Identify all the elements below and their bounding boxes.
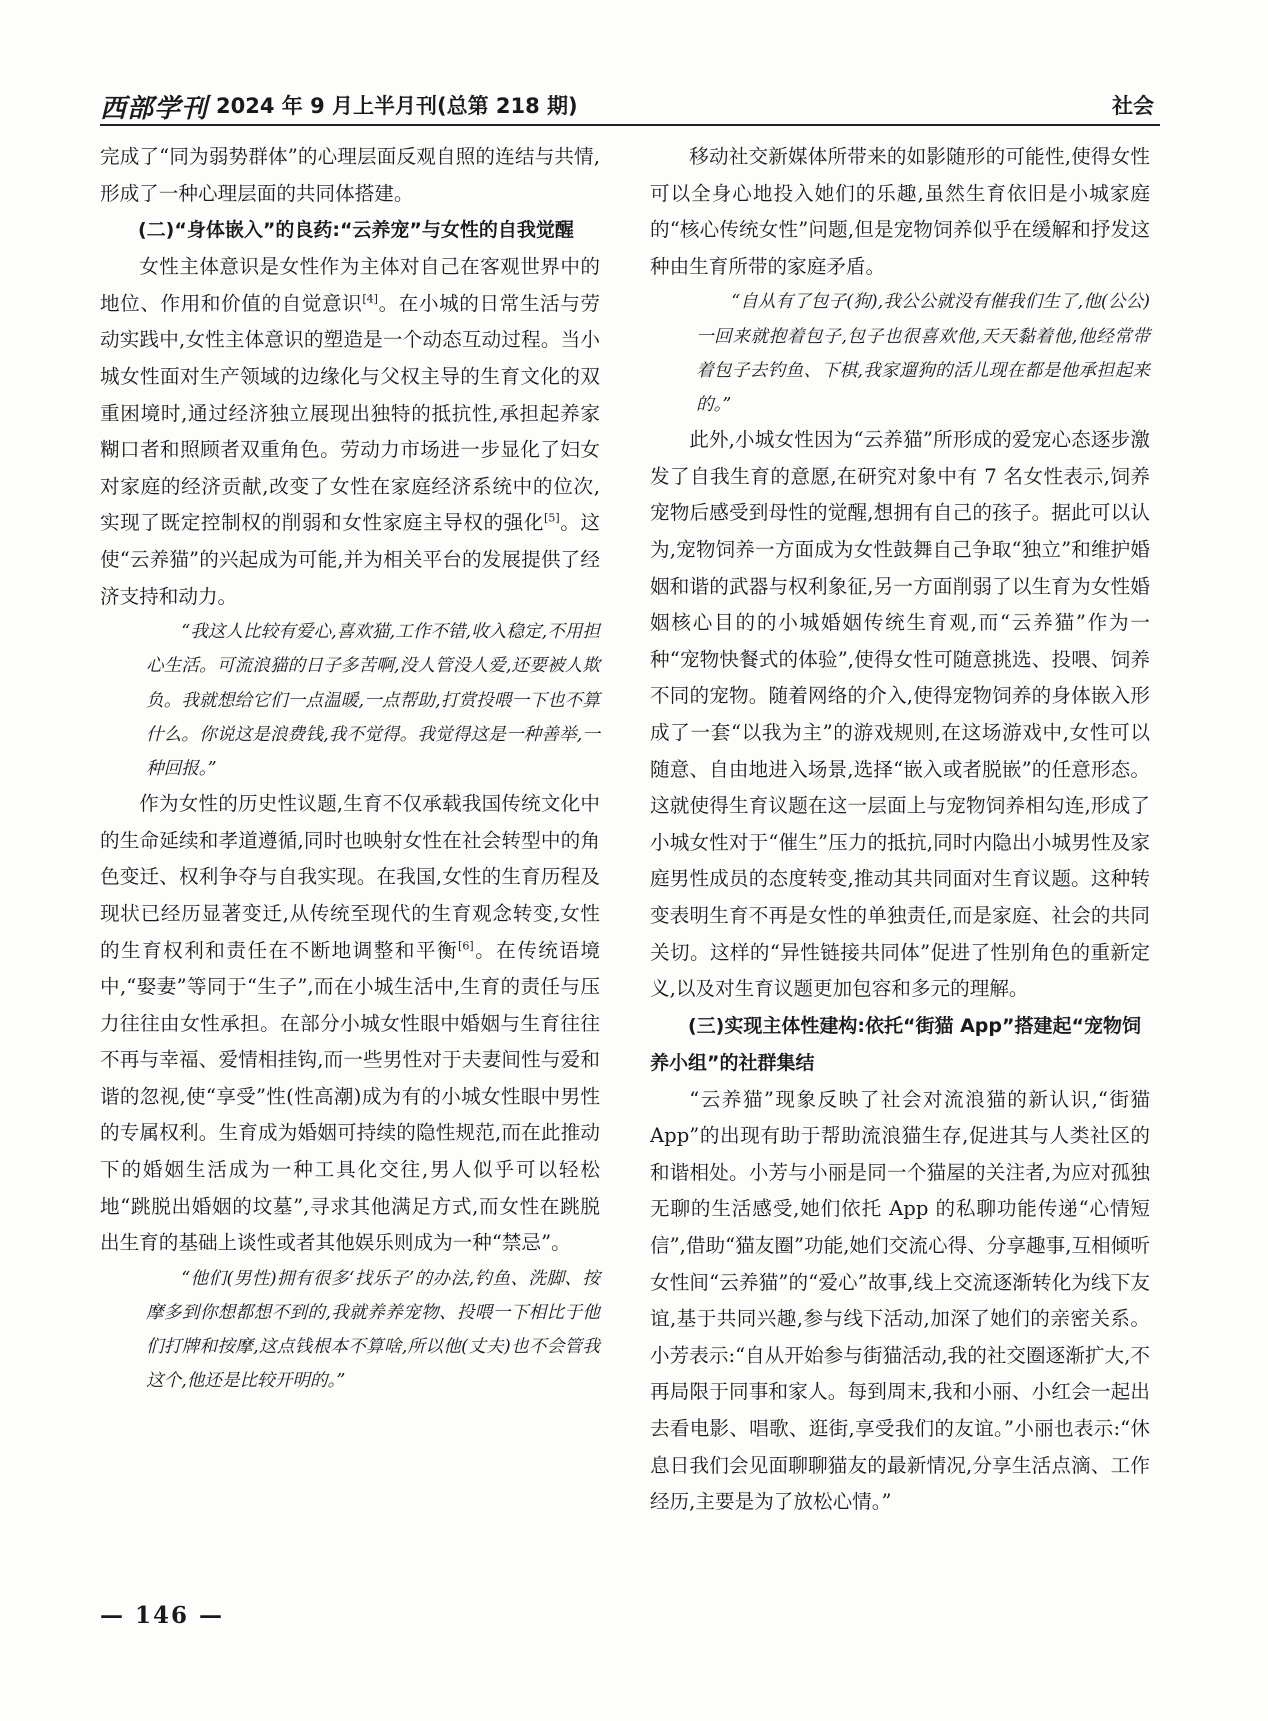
- left-column: [100, 139, 600, 1399]
- page-number: — 146 —: [100, 1602, 225, 1629]
- paragraph-text: 作为女性的历史性议题,生育不仅承载我国传统文化中的生命延续和孝道遵循,同时也映射女性在社会转型中的角色变迁、权利争夺与自我实现。在我国,女性的生育历程及现状已经历显著变迁,从传统至现代的生育观念转变,女性的生育权利和责任在不断地调整和平衡: [100, 792, 600, 962]
- citation-ref: [4]: [362, 292, 378, 306]
- citation-ref: [5]: [544, 511, 560, 525]
- interview-quote: “我这人比较有爱心,喜欢猫,工作不错,收入稳定,不用担心生活。可流浪猫的日子多苦啊,没人管没人爱,还要被人欺负。我就想给它们一点温暖,一点帮助,打赏投喂一下也不算什么。你说这是浪费钱,我不觉得。我觉得这是一种善举,一种回报。”: [146, 622, 600, 779]
- section-heading: (二)“身体嵌入”的良药:“云养宠”与女性的自我觉醒: [138, 219, 574, 242]
- paragraph-text: 。在小城的日常生活与劳动实践中,女性主体意识的塑造是一个动态互动过程。当小城女性面对生产领域的边缘化与父权主导的生育文化的双重困境时,通过经济独立展现出独特的抵抗性,承担起养家糊口者和照顾者双重角色。劳动力市场进一步显化了妇女对家庭的经济贡献,改变了女性在家庭经济系统中的位次,实现了既定控制权的削弱和女性家庭主导权的强化: [100, 291, 601, 535]
- paragraph: 此外,小城女性因为“云养猫”所形成的爱宠心态逐步激发了自我生育的意愿,在研究对象中有 7 名女性表示,饲养宠物后感受到母性的觉醒,想拥有自己的孩子。据此可以认为,宠物饲养一方面成为女性鼓舞自己争取“独立”和维护婚姻和谐的武器与权利象征,另一方面削弱了以生育为女性婚姻核心目的的小城婚姻传统生育观,而“云养猫”作为一种“宠物快餐式的体验”,使得女性可随意挑选、投喂、饲养不同的宠物。随着网络的介入,使得宠物饲养的身体嵌入形成了一套“以我为主”的游戏规则,在这场游戏中,女性可以随意、自由地进入场景,选择“嵌入或者脱嵌”的任意形态。这就使得生育议题在这一层面上与宠物饲养相勾连,形成了小城女性对于“催生”压力的抵抗,同时内隐出小城男性及家庭男性成员的态度转变,推动其共同面对生育议题。这种转变表明生育不再是女性的单独责任,而是家庭、社会的共同关切。这样的“异性链接共同体”促进了性别角色的重新定义,以及对生育议题更加包容和多元的理解。: [650, 428, 1150, 1001]
- journal-logo: 西部学刊: [100, 94, 209, 124]
- interview-quote: “自从有了包子(狗),我公公就没有催我们生了,他(公公)一回来就抱着包子,包子也很喜欢他,天天黏着他,他经常带着包子去钓鱼、下棋,我家遛狗的活儿现在都是他承担起来的。”: [696, 292, 1150, 415]
- section-name: 社会: [1112, 94, 1154, 118]
- paragraph: 移动社交新媒体所带来的如影随形的可能性,使得女性可以全身心地投入她们的乐趣,虽然生育依旧是小城家庭的“核心传统女性”问题,但是宠物饲养似乎在缓解和抒发这种由生育所带的家庭矛盾。: [650, 145, 1150, 278]
- page-header: [100, 84, 1160, 126]
- paragraph-text: 。在传统语境中,“娶妻”等同于“生子”,而在小城生活中,生育的责任与压力往往由女性承担。在部分小城女性眼中婚姻与生育往往不再与幸福、爱情相挂钩,而一些男性对于夫妻间性与爱和谐的忽视,使“享受”性(性高潮)成为有的小城女性眼中男性的专属权利。生育成为婚姻可持续的隐性规范,而在此推动下的婚姻生活成为一种工具化交往,男人似乎可以轻松地“跳脱出婚姻的坟墓”,寻求其他满足方式,而女性在跳脱出生育的基础上谈性或者其他娱乐则成为一种“禁忌”。: [100, 938, 601, 1255]
- paragraph: [100, 786, 600, 1262]
- citation-ref: [6]: [458, 938, 474, 952]
- right-column: [650, 139, 1150, 1521]
- interview-quote: “他们(男性)拥有很多‘找乐子’的办法,钓鱼、洗脚、按摩多到你想都想不到的,我就养养宠物、投喂一下相比于他们打牌和按摩,这点钱根本不算啥,所以他(丈夫)也不会管我这个,他还是比较开明的。”: [146, 1268, 600, 1392]
- issue-info: 2024 年 9 月上半月刊(总第 218 期): [216, 94, 578, 118]
- paragraph-text: 。这使“云养猫”的兴起成为可能,并为相关平台的发展提供了经济支持和动力。: [100, 511, 601, 608]
- paragraph: 完成了“同为弱势群体”的心理层面反观自照的连结与共情,形成了一种心理层面的共同体搭建。: [100, 145, 600, 205]
- section-heading: (三)实现主体性建构:依托“街猫 App”搭建起“宠物饲养小组”的社群集结: [650, 1014, 1141, 1074]
- paragraph: [100, 249, 600, 615]
- paragraph-text: 女性主体意识是女性作为主体对自己在客观世界中的地位、作用和价值的自觉意识: [100, 255, 600, 315]
- paragraph: “云养猫”现象反映了社会对流浪猫的新认识,“街猫 App”的出现有助于帮助流浪猫生存,促进其与人类社区的和谐相处。小芳与小丽是同一个猫屋的关注者,为应对孤独无聊的生活感受,她们依托 App 的私聊功能传递“心情短信”,借助“猫友圈”功能,她们交流心得、分享趣事,互相倾听女性间“云养猫”的“爱心”故事,线上交流逐渐转化为线下友谊,基于共同兴趣,参与线下活动,加深了她们的亲密关系。小芳表示:“自从开始参与街猫活动,我的社交圈逐渐扩大,不再局限于同事和家人。每到周末,我和小丽、小红会一起出去看电影、唱歌、逛街,享受我们的友谊。”小丽也表示:“休息日我们会见面聊聊猫友的最新情况,分享生活点滴、工作经历,主要是为了放松心情。”: [650, 1087, 1150, 1514]
